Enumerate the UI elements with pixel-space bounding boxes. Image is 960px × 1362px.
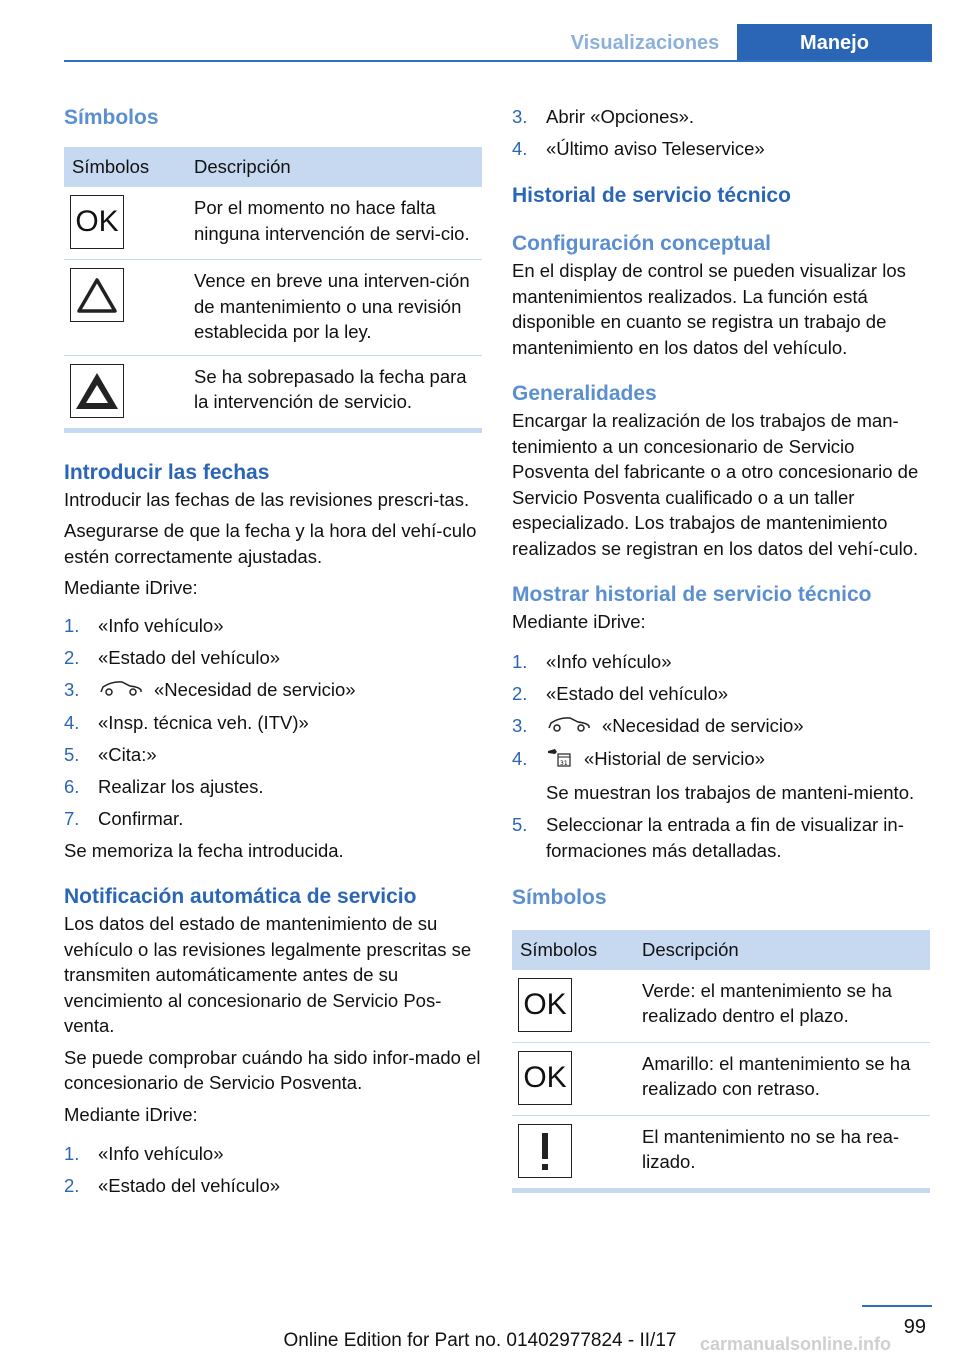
exclamation-icon [518, 1124, 572, 1178]
paragraph: Mediante iDrive: [512, 611, 646, 632]
table-row [512, 970, 930, 1043]
steps-list [64, 1141, 482, 1199]
section-title-symbols: Símbolos [512, 885, 607, 909]
table-row [64, 355, 482, 428]
steps-list [512, 649, 930, 864]
list-item: 1. «Info vehículo» [512, 650, 672, 672]
table-row [512, 1042, 930, 1115]
list-item: 3. Abrir «Opciones». [512, 106, 695, 127]
car-service-icon [546, 714, 592, 740]
list-item: 6. Realizar los ajustes. [64, 775, 264, 797]
table-cell-description: Vence en breve una interven-ción de mantenimiento o una revisión establecida por la ley. [186, 260, 482, 356]
table-header-description: Descripción [634, 930, 930, 970]
table-row [512, 1115, 930, 1188]
heading-introducir-fechas: Introducir las fechas [64, 460, 270, 484]
service-history-icon [546, 746, 574, 775]
svg-text:31: 31 [560, 759, 568, 767]
watermark: carmanualsonline.info [700, 1334, 892, 1354]
paragraph: Los datos del estado de mantenimiento de su vehículo o las revisiones legalmente prescritas se transmiten automáticamente antes de su vencimiento al concesionario de Servicio Pos-venta. [64, 913, 472, 1037]
list-item: 2. «Estado del vehículo» [512, 682, 729, 704]
paragraph: Se memoriza la fecha introducida. [64, 839, 344, 861]
list-item: 1. «Info vehículo» [64, 614, 224, 636]
ok-icon: OK [70, 195, 124, 249]
header-rule [64, 60, 932, 62]
list-item: 4. «Insp. técnica veh. (ITV)» [64, 711, 309, 733]
list-item: 7. Confirmar. [64, 807, 184, 829]
table-header-description: Descripción [186, 147, 482, 187]
paragraph: Asegurarse de que la fecha y la hora del vehí-culo estén correctamente ajustadas. [64, 520, 477, 567]
warning-triangle-icon [70, 268, 124, 322]
list-item: 3. «Necesidad de servicio» [64, 677, 482, 704]
list-item-subtext: Se muestran los trabajos de manteni-miento. [546, 782, 915, 804]
header-tab-manejo: Manejo [737, 24, 932, 62]
steps-list [64, 613, 482, 832]
ok-icon: OK [518, 978, 572, 1032]
heading-historial: Historial de servicio técnico [512, 184, 791, 207]
paragraph: Introducir las fechas de las revisiones prescri-tas. [64, 488, 470, 510]
steps-list [512, 104, 930, 162]
list-item: 5. Seleccionar la entrada a fin de visualizar in-formaciones más detalladas. [512, 814, 904, 861]
list-item: 4. 31 «Historial de servicio» Se muestran los trabajos de manteni-miento. [512, 746, 930, 806]
page-number: 99 [903, 1316, 926, 1338]
heading-notificacion: Notificación automática de servicio [64, 885, 417, 909]
heading-configuracion: Configuración conceptual [512, 232, 772, 255]
warning-triangle-filled-icon [70, 364, 124, 418]
footer-rule [862, 1305, 932, 1307]
table-header-symbols: Símbolos [64, 147, 186, 187]
ok-icon: OK [518, 1051, 572, 1105]
table-row [64, 260, 482, 356]
paragraph: Encargar la realización de los trabajos de man-tenimiento a un concesionario de Servicio Posventa del fabricante o a otro concesionario de Servicio Posventa cualificado o a un taller especializado. Los trabajos de mantenimiento realizados se registran en los datos del vehí-culo. [512, 410, 919, 559]
table-cell-description: El mantenimiento no se ha rea-lizado. [642, 1125, 900, 1173]
list-item: 2. «Estado del vehículo» [64, 646, 281, 668]
table-cell-description: Por el momento no hace falta ninguna intervención de servi-cio. [186, 187, 482, 260]
table-cell-description: Amarillo: el mantenimiento se ha realizado con retraso. [634, 1042, 930, 1115]
header-tab-visualizaciones: Visualizaciones [570, 32, 720, 54]
table-end-rule [512, 1188, 930, 1193]
paragraph: Se puede comprobar cuándo ha sido infor-mado el concesionario de Servicio Posventa. [64, 1046, 481, 1094]
symbols-table [512, 930, 930, 1188]
table-cell-description: Verde: el mantenimiento se ha realizado dentro el plazo. [634, 970, 930, 1043]
paragraph: Mediante iDrive: [64, 577, 198, 598]
symbols-table [64, 147, 482, 428]
table-row [64, 187, 482, 260]
car-service-icon [98, 678, 144, 704]
heading-generalidades: Generalidades [512, 382, 657, 405]
list-item: 5. «Cita:» [64, 743, 157, 765]
list-item: 1. «Info vehículo» [64, 1143, 224, 1165]
table-cell-description: Se ha sobrepasado la fecha para la intervención de servicio. [194, 365, 467, 412]
list-item: 4. «Último aviso Teleservice» [512, 138, 765, 159]
section-title-symbols: Símbolos [64, 106, 159, 129]
table-header-symbols: Símbolos [512, 930, 634, 970]
right-column [512, 96, 930, 1193]
list-item: 2. «Estado del vehículo» [64, 1175, 281, 1197]
paragraph: Mediante iDrive: [64, 1103, 198, 1125]
footer-edition: Online Edition for Part no. 01402977824 - II/17 [283, 1330, 677, 1351]
left-column [64, 96, 482, 1205]
paragraph: En el display de control se pueden visualizar los mantenimientos realizados. La función está disponible en cuanto se registra un trabajo de mantenimiento en los datos del vehículo. [512, 260, 906, 358]
heading-mostrar-historial: Mostrar historial de servicio técnico [512, 583, 872, 606]
list-item: 3. «Necesidad de servicio» [512, 713, 930, 740]
